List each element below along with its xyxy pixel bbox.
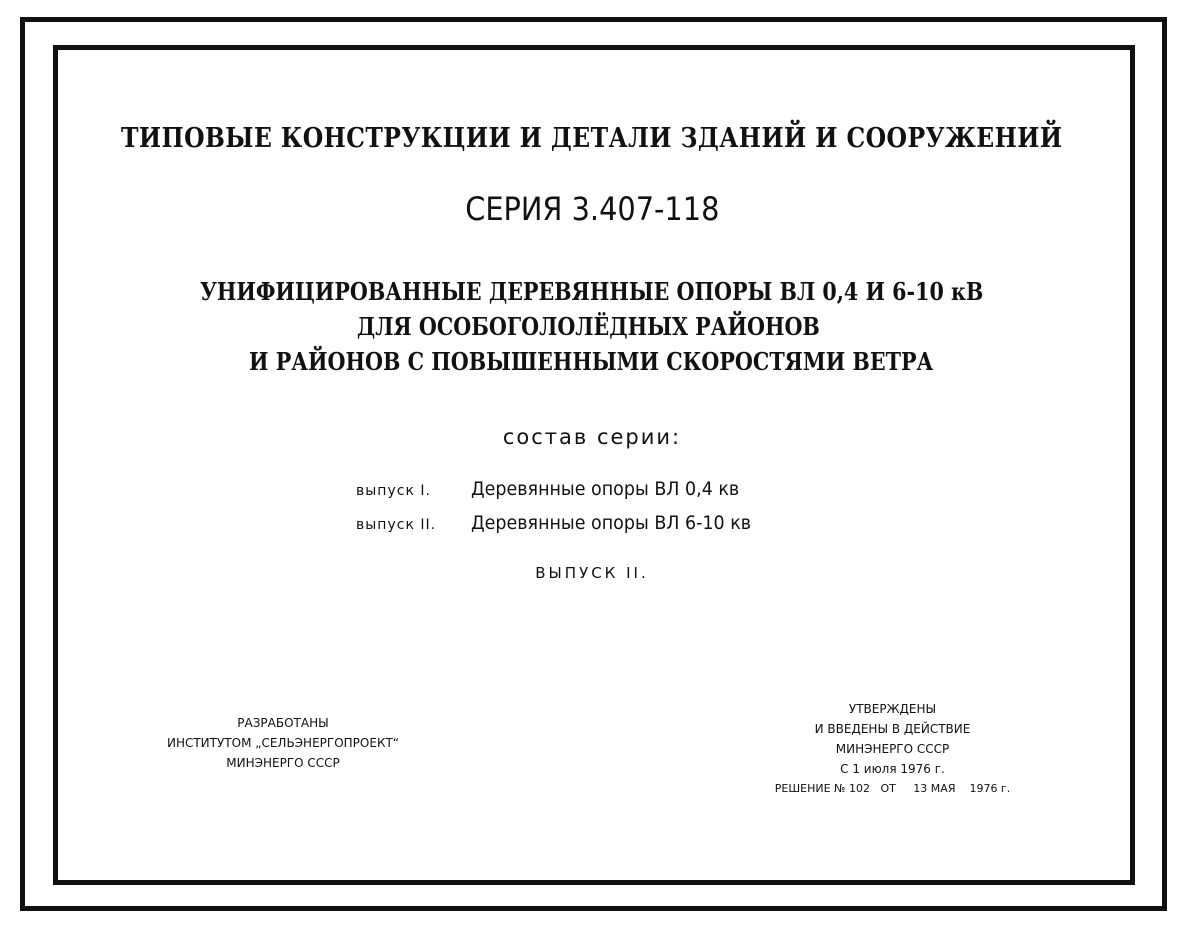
approval-decision-line: РЕШЕНИЕ № 102 ОТ 13 МАЯ 1976 г. [774, 782, 1011, 795]
approval-line: МИНЭНЕРГО СССР [835, 742, 950, 756]
issue-description: Деревянные опоры ВЛ 6-10 кв [471, 512, 752, 534]
issue-description: Деревянные опоры ВЛ 0,4 кв [471, 478, 740, 500]
issue-list-item [356, 512, 775, 534]
composition-heading: состав серии: [502, 425, 682, 449]
developed-by-line: МИНЭНЕРГО СССР [226, 756, 340, 770]
document-title-line-1: УНИФИЦИРОВАННЫЕ ДЕРЕВЯННЫЕ ОПОРЫ ВЛ 0,4 И 6-10 кВ [200, 277, 984, 306]
document-title-line-3: И РАЙОНОВ С ПОВЫШЕННЫМИ СКОРОСТЯМИ ВЕТРА [249, 347, 934, 376]
series-code: СЕРИЯ 3.407-118 [465, 190, 720, 228]
approval-line: И ВВЕДЕНЫ В ДЕЙСТВИЕ [814, 722, 971, 736]
issue-list-item [356, 478, 763, 500]
current-issue-label: ВЫПУСК II. [535, 564, 649, 582]
issue-number: выпуск I. [356, 483, 431, 499]
document-title-line-2: ДЛЯ ОСОБОГОЛОЛЁДНЫХ РАЙОНОВ [356, 312, 820, 341]
approval-line: УТВЕРЖДЕНЫ [848, 702, 937, 716]
developed-by-line: РАЗРАБОТАНЫ [237, 716, 329, 730]
header-title: ТИПОВЫЕ КОНСТРУКЦИИ И ДЕТАЛИ ЗДАНИЙ И СООРУЖЕНИЙ [120, 123, 1063, 154]
developed-by-block [128, 713, 438, 773]
issue-number: выпуск II. [356, 517, 437, 533]
approval-block [735, 699, 1050, 799]
developed-by-line: ИНСТИТУТОМ „СЕЛЬЭНЕРГОПРОЕКТ“ [166, 736, 400, 750]
approval-line: С 1 июля 1976 г. [840, 762, 945, 776]
